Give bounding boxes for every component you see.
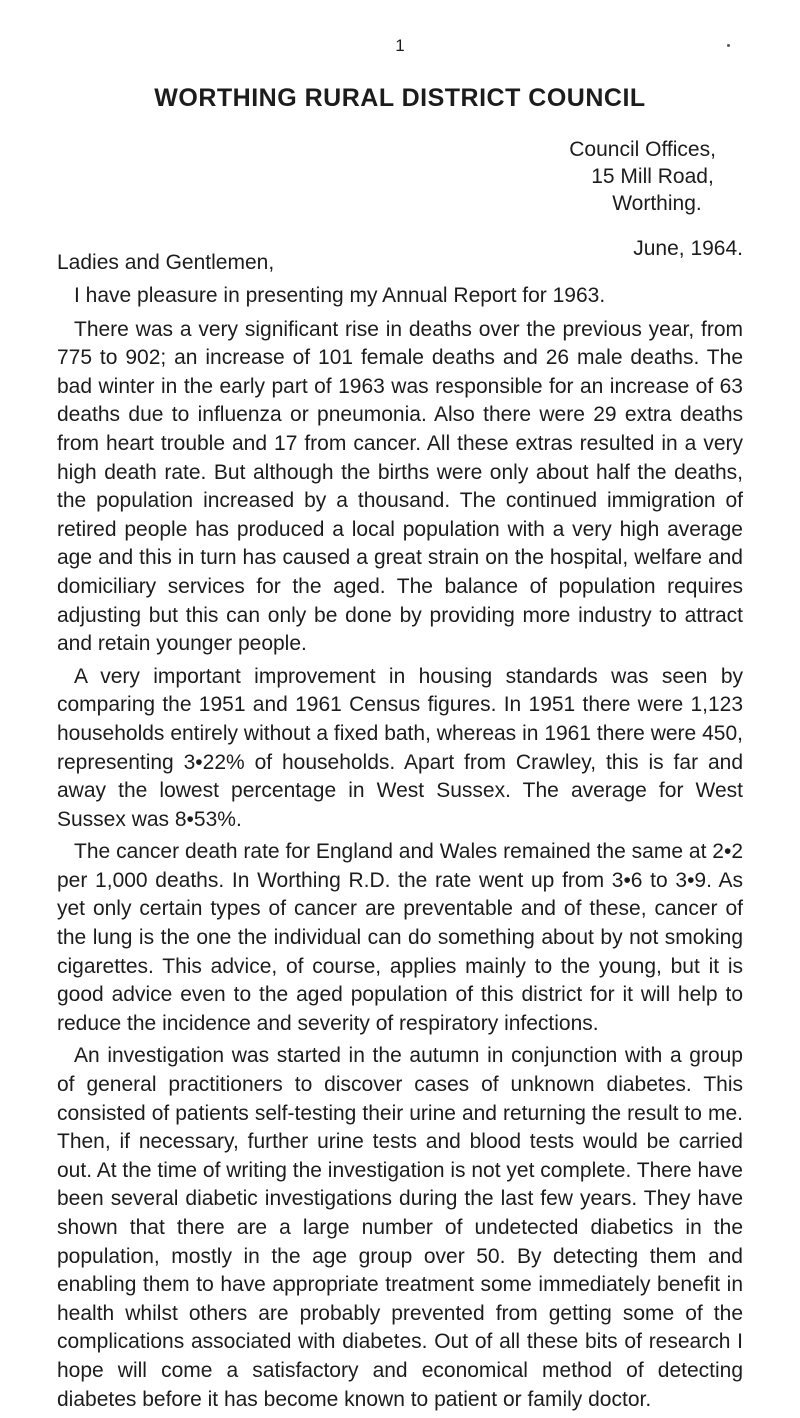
document-title: WORTHING RURAL DISTRICT COUNCIL xyxy=(154,84,646,112)
salutation: Ladies and Gentlemen, xyxy=(57,251,275,274)
paragraph-intro: I have pleasure in presenting my Annual Report for 1963. xyxy=(74,284,606,307)
paragraph-housing: A very important improvement in housing standards was seen by comparing the 1951 and 1961 Census figures. In 1951 there were 1,123 households entirely without a fixed bath, whereas in 1961 there were 450, representing 3•22% of households. Apart from Crawley, this is far and away the lowest percentage in West Sussex. The average for West Sussex was 8•53%. xyxy=(57,664,743,831)
page-number: 1 xyxy=(395,36,405,55)
sender-address xyxy=(569,136,743,262)
address-line-1: Council Offices, xyxy=(569,138,716,161)
letter-date: June, 1964. xyxy=(633,237,743,260)
paragraph-deaths: There was a very significant rise in deaths over the previous year, from 775 to 902; an increase of 101 female deaths and 26 male deaths. The bad winter in the early part of 1963 was responsible for an increase of 63 deaths due to influenza or pneumonia. Also there were 29 extra deaths from heart trouble and 17 from cancer. All these extras resulted in a very high death rate. But although the births were only about half the deaths, the population increased by a thousand. The continued immigration of retired people has produced a local population with a very high average age and this in turn has caused a great strain on the hospital, welfare and domiciliary services for the aged. The balance of population requires adjusting but this can only be done by providing more industry to attract and retain younger people. xyxy=(57,317,743,656)
paragraph-cancer: The cancer death rate for England and Wales remained the same at 2•2 per 1,000 deaths. In Worthing R.D. the rate went up from 3•6 to 3•9. As yet only certain types of cancer are preventable and of these, cancer of the lung is the one the individual can do something about by not smoking cigarettes. This advice, of course, applies mainly to the young, but it is good advice even to the aged population of this district for it will help to reduce the incidence and severity of respiratory infections. xyxy=(57,840,743,1035)
page-speck xyxy=(727,44,730,47)
address-line-3: Worthing. xyxy=(612,192,702,215)
paragraph-diabetes: An investigation was started in the autumn in conjunction with a group of general practitioners to discover cases of unknown diabetes. This consisted of patients self-testing their urine and returning the result to me. Then, if necessary, further urine tests and blood tests would be carried out. At the time of writing the investigation is not yet complete. There have been several diabetic investigations during the last few years. They have shown that there are a large number of undetected diabetics in the population, mostly in the age group over 50. By detecting them and enabling them to have appropriate treatment some immediately benefit in health whilst others are probably prevented from getting some of the complications associated with diabetes. Out of all these bits of research I hope will come a satisfactory and economical method of detecting diabetes before it has become known to patient or family doctor. xyxy=(57,1044,743,1411)
letter-body xyxy=(57,282,743,1418)
address-line-2: 15 Mill Road, xyxy=(591,165,714,188)
